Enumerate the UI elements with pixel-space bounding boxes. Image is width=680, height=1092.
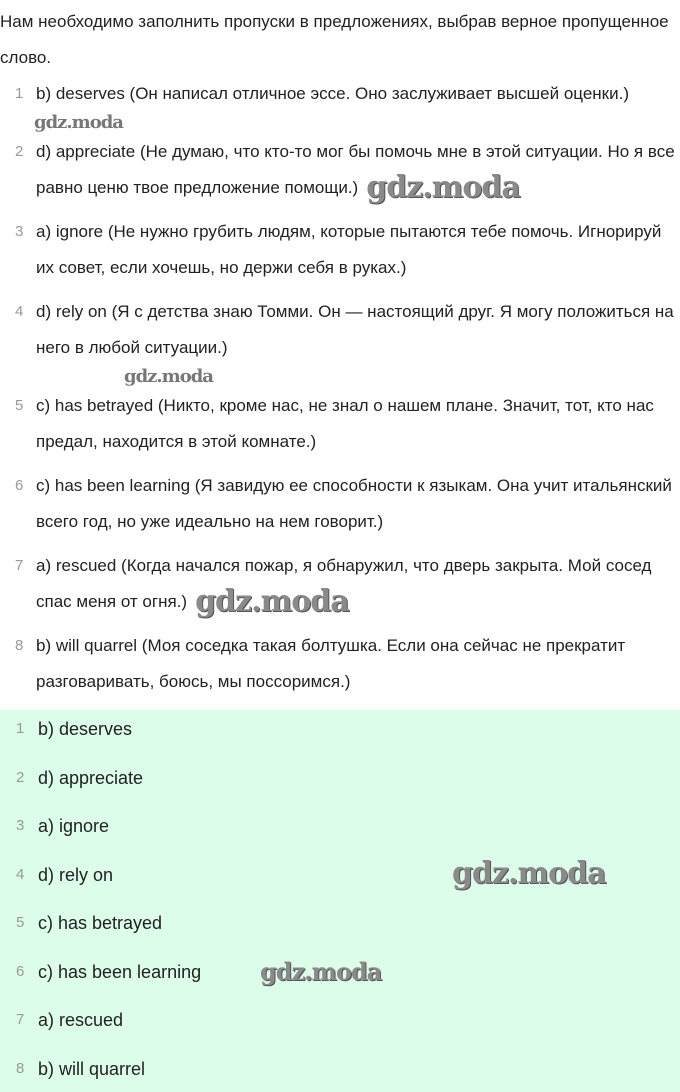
- item-number: 6: [15, 477, 24, 494]
- question-item: [0, 134, 680, 206]
- item-text: a) rescued (Когда начался пожар, я обнаружил, что дверь закрыта. Мой сосед спас меня от огня.): [36, 556, 652, 611]
- answer-item: [0, 957, 680, 987]
- item-number: 8: [15, 637, 24, 654]
- question-item: [0, 388, 680, 460]
- watermark: gdz.moda: [34, 112, 123, 133]
- item-text: d) appreciate (Не думаю, что кто-то мог бы помочь мне в этой ситуации. Но я все равно ценю твое предложение помощи.): [36, 142, 675, 197]
- item-number: 7: [15, 557, 24, 574]
- answer-item: [0, 763, 680, 793]
- item-text: b) will quarrel: [38, 1058, 146, 1079]
- item-text: d) appreciate: [38, 767, 144, 788]
- item-text: b) deserves: [38, 719, 133, 739]
- item-text: d) rely on: [38, 864, 114, 885]
- watermark: gdz.moda: [452, 855, 606, 891]
- item-number: 3: [15, 223, 24, 240]
- answer-item: [0, 811, 680, 841]
- question-item: [0, 76, 680, 112]
- question-item: [0, 214, 680, 286]
- item-text: a) rescued: [38, 1010, 124, 1030]
- item-number: 1: [15, 85, 24, 102]
- answer-item: [0, 1054, 680, 1084]
- item-text: b) deserves (Он написал отличное эссе. Оно заслуживает высшей оценки.): [36, 84, 629, 103]
- watermark: gdz.moda: [124, 366, 213, 387]
- item-text: c) has betrayed: [38, 913, 163, 933]
- item-text: d) rely on (Я с детства знаю Томми. Он — настоящий друг. Я могу положиться на него в любой ситуации.): [36, 302, 674, 357]
- answer-item: [0, 855, 680, 891]
- item-text: a) ignore (Не нужно грубить людям, которые пытаются тебе помочь. Игнорируй их совет, если хочешь, но держи себя в руках.): [36, 222, 662, 277]
- item-number: 4: [15, 303, 24, 320]
- item-text: b) will quarrel (Моя соседка такая болтушка. Если она сейчас не прекратит разговаривать, боюсь, мы поссоримся.): [36, 636, 626, 691]
- watermark: gdz.moda: [366, 170, 520, 205]
- answers-box: [0, 710, 680, 1092]
- item-number: 5: [16, 914, 25, 931]
- question-item: [0, 548, 680, 620]
- item-number: 3: [16, 817, 25, 834]
- question-item: [0, 294, 680, 366]
- item-number: 1: [16, 720, 25, 737]
- answer-item: [0, 714, 680, 744]
- item-text: c) has been learning (Я завидую ее способности к языкам. Она учит итальянский всего год, но уже идеально на нем говорит.): [36, 476, 672, 531]
- item-number: 7: [16, 1011, 25, 1028]
- item-number: 5: [15, 397, 24, 414]
- item-text: c) has betrayed (Никто, кроме нас, не знал о нашем плане. Значит, тот, кто нас предал, находится в этой комнате.): [36, 396, 654, 451]
- item-number: 6: [16, 962, 25, 980]
- item-number: 2: [16, 768, 25, 786]
- watermark: gdz.moda: [195, 584, 349, 619]
- answer-item: [0, 908, 680, 938]
- task-intro: Нам необходимо заполнить пропуски в предложениях, выбрав верное пропущенное слово.: [0, 12, 669, 67]
- watermark: gdz.moda: [260, 956, 382, 986]
- item-number: 2: [15, 143, 24, 160]
- item-text: a) ignore: [38, 816, 110, 836]
- question-item: [0, 468, 680, 540]
- question-item: [0, 628, 680, 700]
- answer-item: [0, 1005, 680, 1035]
- item-text: c) has been learning: [38, 961, 202, 982]
- item-number: 8: [16, 1059, 25, 1077]
- item-number: 4: [16, 865, 25, 883]
